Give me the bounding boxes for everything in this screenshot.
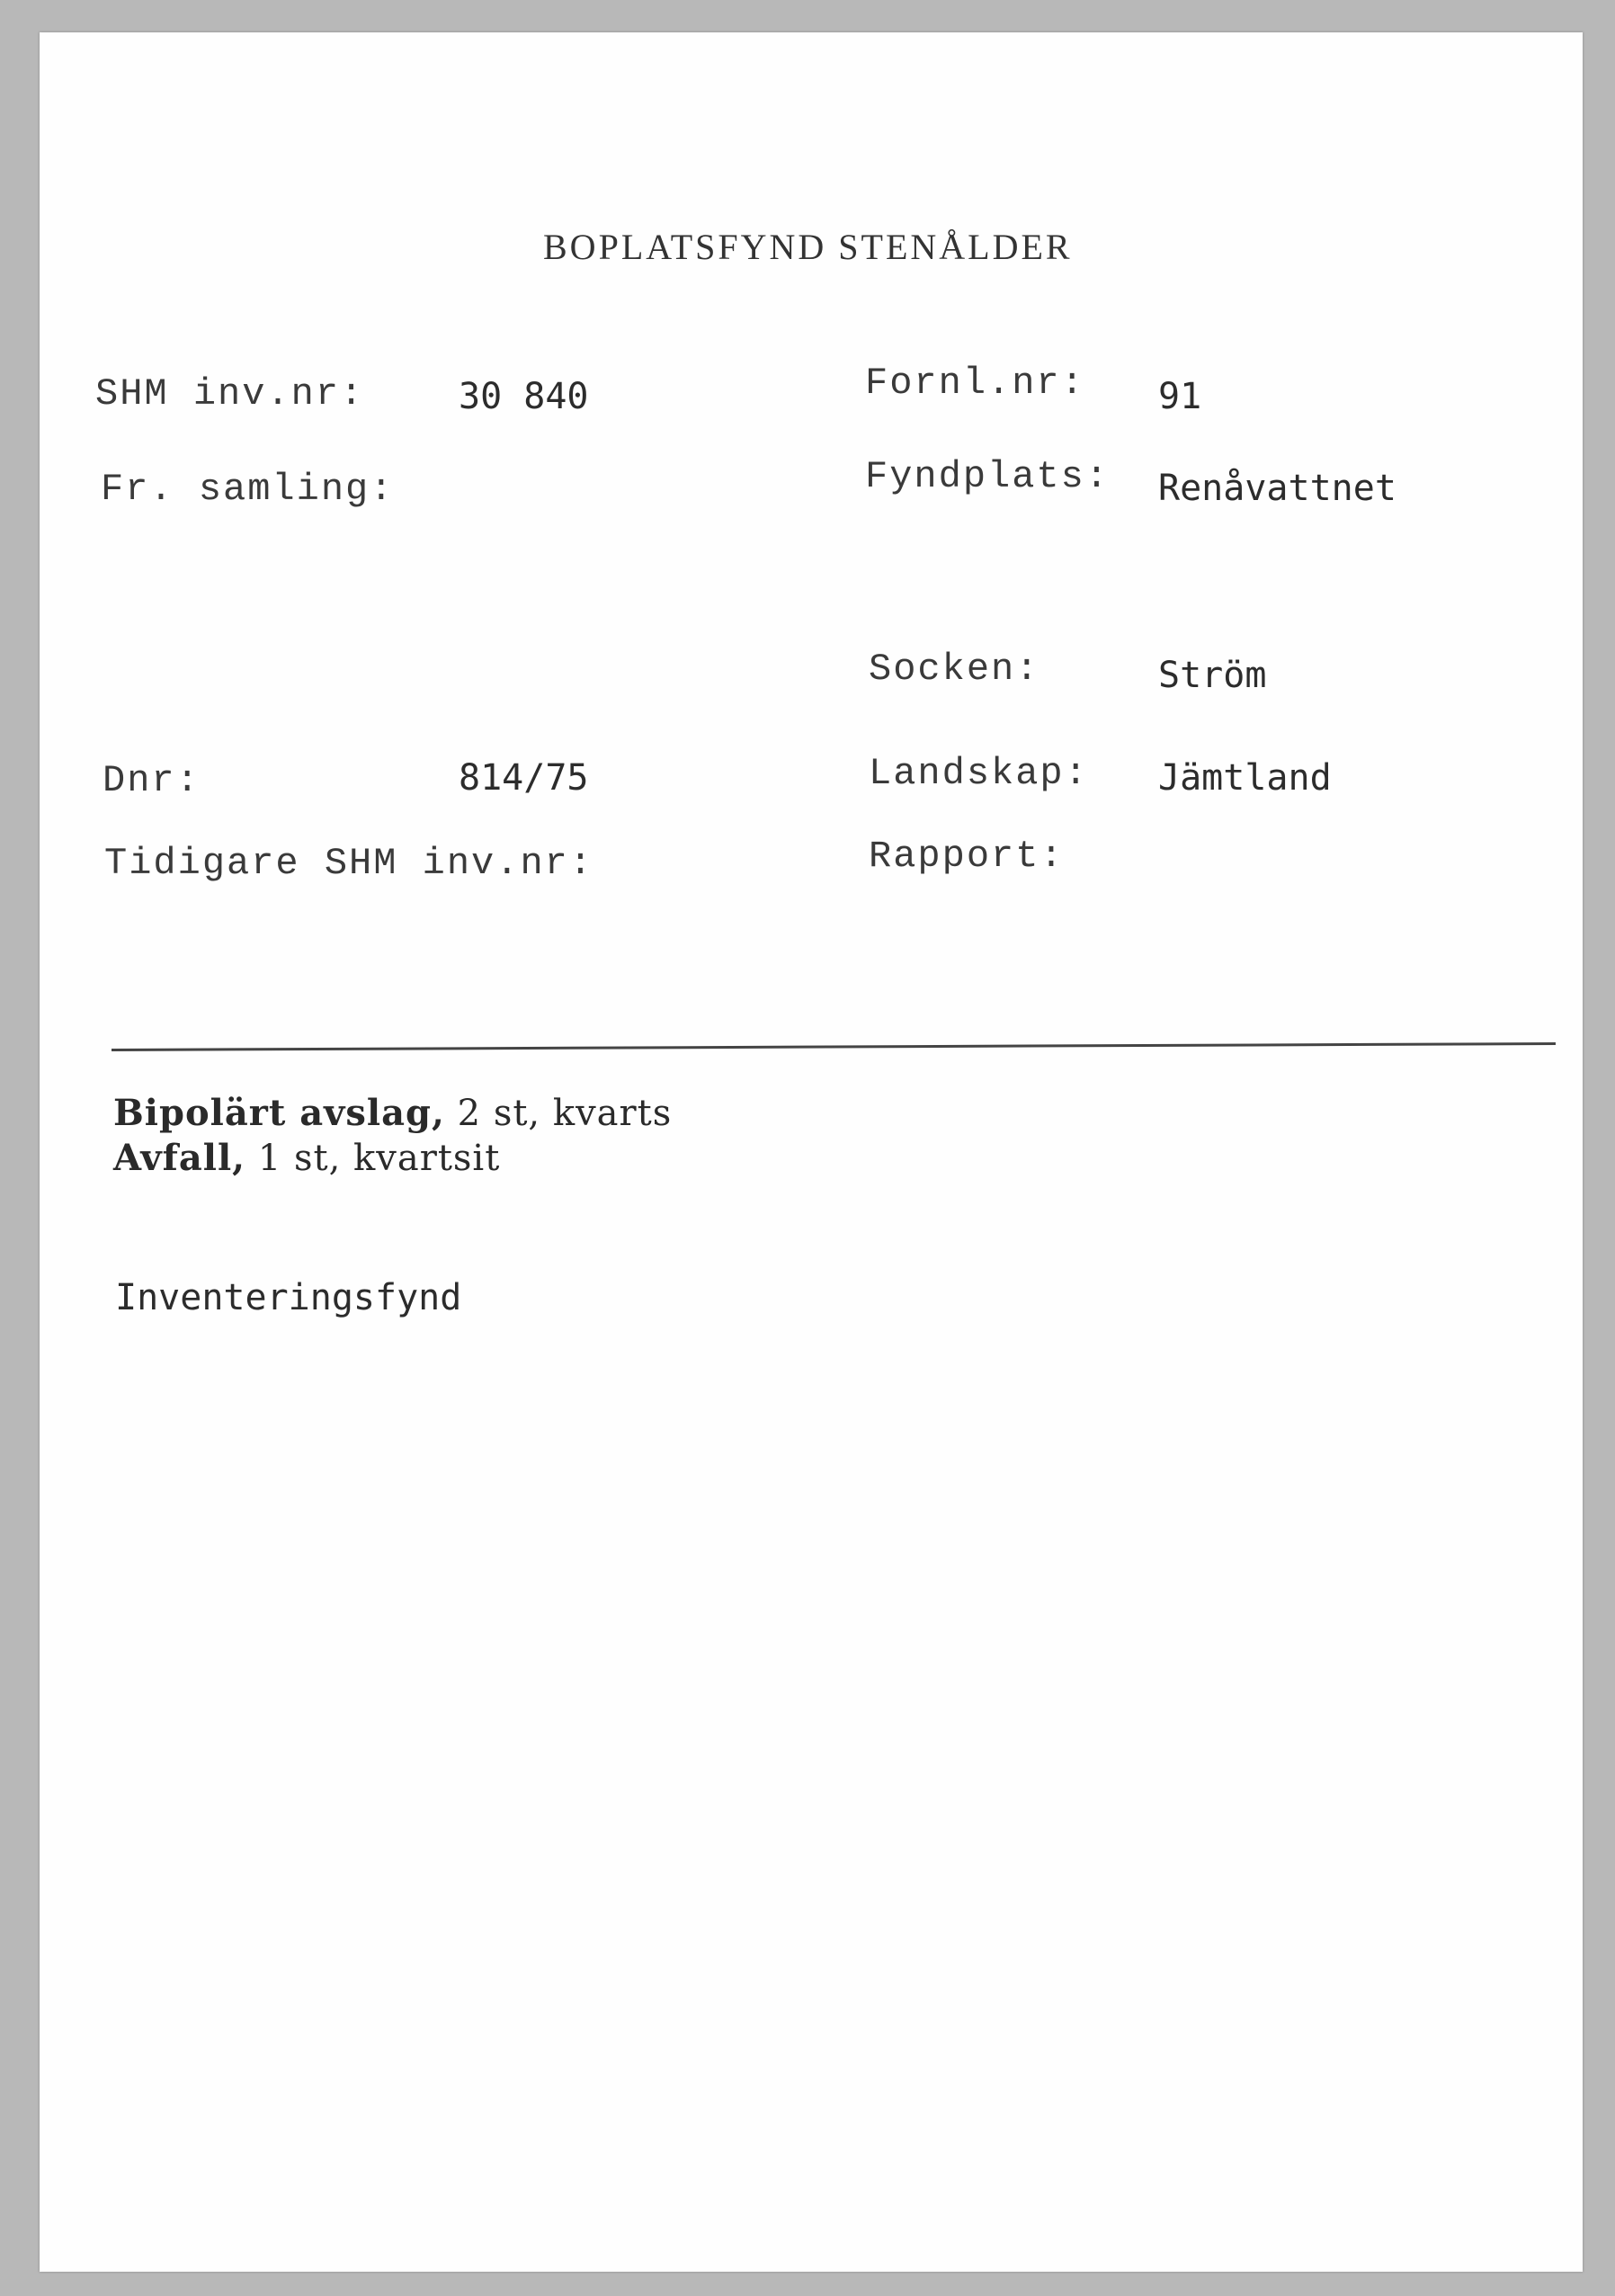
find-1-detail: 2 st, kvarts bbox=[444, 1093, 673, 1134]
find-1-name: Bipolärt avslag, bbox=[113, 1092, 445, 1134]
shm-inv-nr-label: SHM inv.nr: bbox=[95, 372, 365, 415]
card-title: BOPLATSFYND STENÅLDER bbox=[543, 227, 1073, 267]
fornl-nr-value: 91 bbox=[1158, 376, 1202, 417]
find-2-detail: 1 st, kvartsit bbox=[245, 1138, 501, 1179]
socken-label: Socken: bbox=[869, 648, 1040, 691]
fyndplats-label: Fyndplats: bbox=[865, 455, 1111, 498]
dnr-value: 814/75 bbox=[459, 757, 589, 799]
tidigare-shm-inv-nr-label: Tidigare SHM inv.nr: bbox=[104, 842, 594, 885]
fornl-nr-label: Fornl.nr: bbox=[865, 362, 1085, 405]
dnr-label: Dnr: bbox=[103, 759, 201, 802]
find-2-name: Avfall, bbox=[113, 1137, 246, 1179]
landskap-value: Jämtland bbox=[1158, 757, 1332, 799]
socken-value: Ström bbox=[1158, 655, 1267, 696]
fyndplats-value: Renåvattnet bbox=[1158, 468, 1396, 509]
fr-samling-label: Fr. samling: bbox=[101, 468, 395, 511]
landskap-label: Landskap: bbox=[869, 752, 1089, 795]
find-line-1 bbox=[113, 1092, 672, 1134]
catalog-card bbox=[40, 32, 1583, 2272]
divider-line bbox=[112, 1042, 1556, 1051]
note-text: Inventeringsfynd bbox=[115, 1277, 462, 1318]
find-line-2 bbox=[113, 1137, 500, 1179]
shm-inv-nr-value: 30 840 bbox=[459, 376, 589, 417]
rapport-label: Rapport: bbox=[869, 835, 1065, 878]
